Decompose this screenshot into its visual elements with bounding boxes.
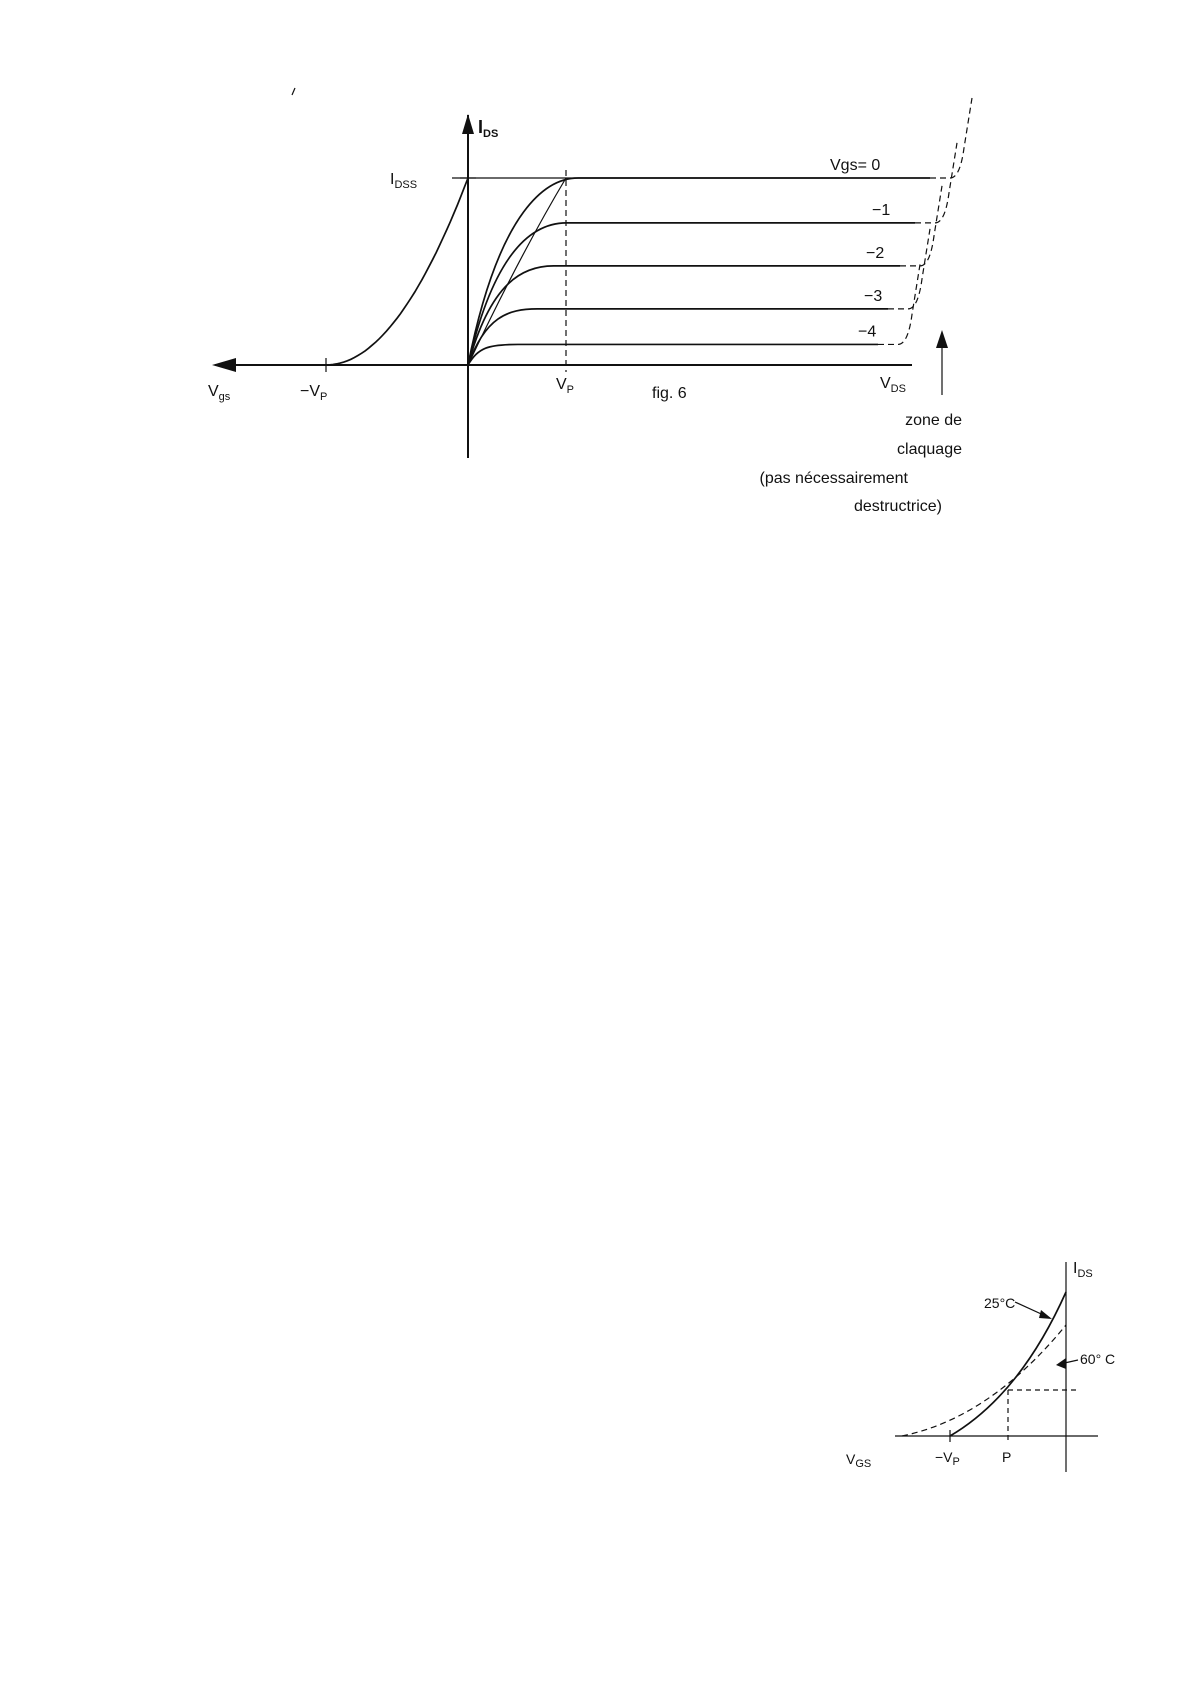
neg-vp-label: $-V_P$ [300, 383, 328, 403]
series-label-0: Vgs= 0 [830, 157, 881, 174]
temp-vgs-label: $V_{GS}$ [846, 1451, 872, 1470]
output-curve-3 [468, 309, 888, 365]
breakdown-curve-0 [930, 98, 972, 178]
breakdown-annotation-line2: claquage [897, 441, 962, 458]
figure-caption: fig. 6 [652, 385, 687, 402]
arrow-25c-head [1039, 1310, 1052, 1319]
fig6-chart [208, 98, 972, 515]
vgs-axis-label: $V_{gs}$ [208, 383, 231, 403]
breakdown-annotation-line1: zone de [905, 412, 962, 429]
arrow-60c-head [1056, 1358, 1066, 1369]
breakdown-curve-1 [915, 143, 957, 223]
breakdown-arrow-head [936, 330, 948, 348]
series-label-3: −3 [864, 287, 883, 305]
idss-label: $I_{DSS}$ [390, 171, 418, 191]
temp-ids-label: $I_{DS}$ [1073, 1260, 1093, 1280]
breakdown-curve-4 [878, 264, 920, 344]
transfer-curve [326, 178, 468, 365]
breakdown-annotation-line4: destructrice) [853, 498, 942, 515]
breakdown-curves [878, 98, 972, 344]
temp-neg-vp-label: $-V_P$ [935, 1449, 960, 1468]
label-60c: 60° C [1080, 1351, 1116, 1367]
stray-mark [292, 88, 295, 95]
series-labels [830, 157, 890, 340]
curve-25c [950, 1292, 1066, 1436]
vgs-axis-arrow [212, 358, 236, 372]
series-label-1: −1 [872, 201, 891, 219]
vds-axis-label: $V_{DS}$ [880, 375, 906, 395]
label-25c: 25°C [984, 1295, 1016, 1311]
temperature-chart [846, 1260, 1115, 1472]
breakdown-annotation-line3: (pas nécessairement [759, 470, 908, 487]
vp-label: $V_P$ [556, 376, 575, 396]
pinch-locus [468, 178, 566, 365]
output-curve-4 [468, 344, 878, 365]
breakdown-curve-2 [900, 186, 942, 266]
temp-p-label: P [1002, 1449, 1012, 1465]
ids-axis-arrow [462, 114, 474, 134]
ids-axis-label: $I_{DS}$ [478, 117, 499, 140]
series-label-2: −2 [866, 244, 885, 262]
breakdown-curve-3 [888, 229, 930, 309]
output-curve-2 [468, 266, 900, 365]
curve-60c [902, 1325, 1066, 1436]
series-label-4: −4 [858, 323, 877, 341]
